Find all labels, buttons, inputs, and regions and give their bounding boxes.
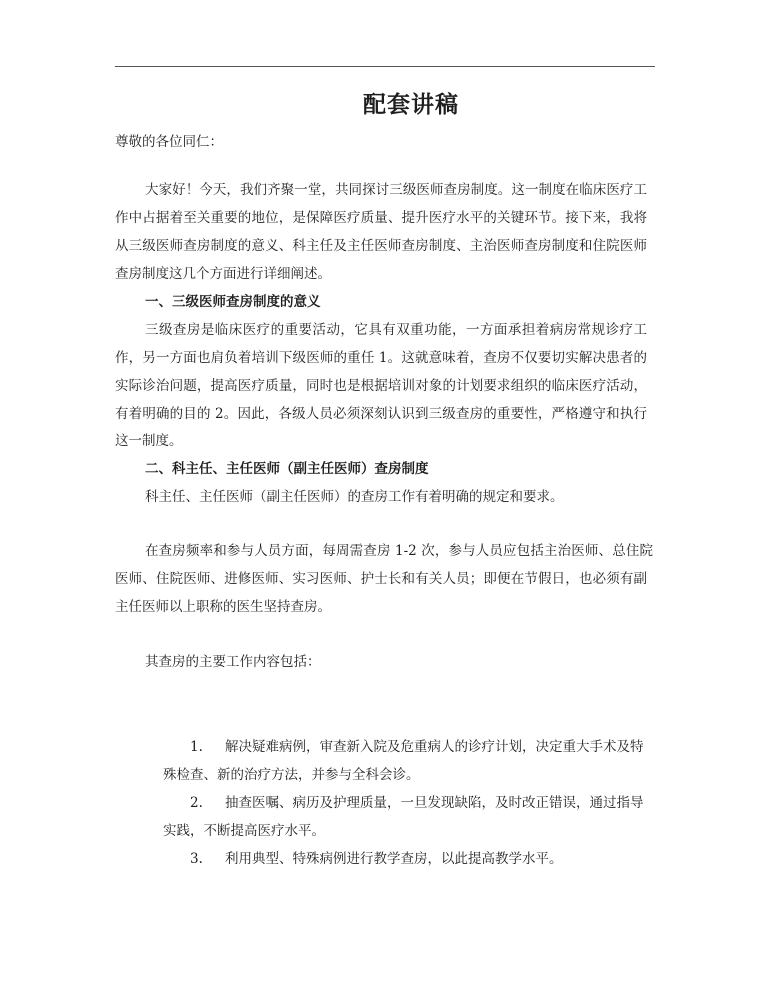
list-item-text: 利用典型、特殊病例进行教学查房，以此提高教学水平。 <box>225 851 563 867</box>
list-item-text: 解决疑难病例，审查新入院及危重病人的诊疗计划，决定重大手术及特 <box>225 739 644 755</box>
paragraph-line: 在查房频率和参与人员方面，每周需查房 1-2 次，参与人员应包括主治医师、总住院 <box>145 543 653 559</box>
paragraph-line: 主任医师以上职称的医生坚持查房。 <box>115 599 331 615</box>
section-heading: 一、三级医师查房制度的意义 <box>145 294 321 310</box>
paragraph-line: 查房制度这几个方面进行详细阐述。 <box>115 266 331 282</box>
salutation: 尊敬的各位同仁： <box>115 134 223 150</box>
paragraph-line: 医师、住院医师、进修医师、实习医师、护士长和有关人员；即便在节假日，也必须有副 <box>115 571 647 587</box>
list-item-text: 实践，不断提高医疗水平。 <box>163 823 325 839</box>
paragraph-line: 作，另一方面也肩负着培训下级医师的重任 1。这就意味着，查房不仅要切实解决患者的 <box>115 350 647 366</box>
content-intro: 其查房的主要工作内容包括： <box>145 654 321 670</box>
list-item-number: 1. <box>190 739 203 755</box>
section-heading: 二、科主任、主任医师（副主任医师）查房制度 <box>145 461 429 477</box>
document-title: 配套讲稿 <box>363 91 459 118</box>
paragraph-line: 三级查房是临床医疗的重要活动，它具有双重功能，一方面承担着病房常规诊疗工 <box>145 322 647 338</box>
list-item-text: 抽查医嘱、病历及护理质量，一旦发现缺陷，及时改正错误，通过指导 <box>225 795 644 811</box>
paragraph-line: 作中占据着至关重要的地位，是保障医疗质量、提升医疗水平的关键环节。接下来，我将 <box>115 210 647 226</box>
section-summary: 科主任、主任医师（副主任医师）的查房工作有着明确的规定和要求。 <box>145 489 564 505</box>
list-item-number: 2. <box>190 795 203 811</box>
paragraph-line: 大家好！今天，我们齐聚一堂，共同探讨三级医师查房制度。这一制度在临床医疗工 <box>145 182 647 198</box>
list-item-text: 殊检查、新的治疗方法，并参与全科会诊。 <box>163 767 420 783</box>
paragraph-line: 这一制度。 <box>115 433 183 449</box>
paragraph-line: 从三级医师查房制度的意义、科主任及主任医师查房制度、主治医师查房制度和住院医师 <box>115 238 647 254</box>
list-item-number: 3. <box>190 851 203 867</box>
header-rule <box>115 66 655 67</box>
paragraph-line: 实际诊治问题，提高医疗质量，同时也是根据培训对象的计划要求组织的临床医疗活动， <box>115 378 647 394</box>
paragraph-line: 有着明确的目的 2。因此，各级人员必须深刻认识到三级查房的重要性，严格遵守和执行 <box>115 406 647 422</box>
